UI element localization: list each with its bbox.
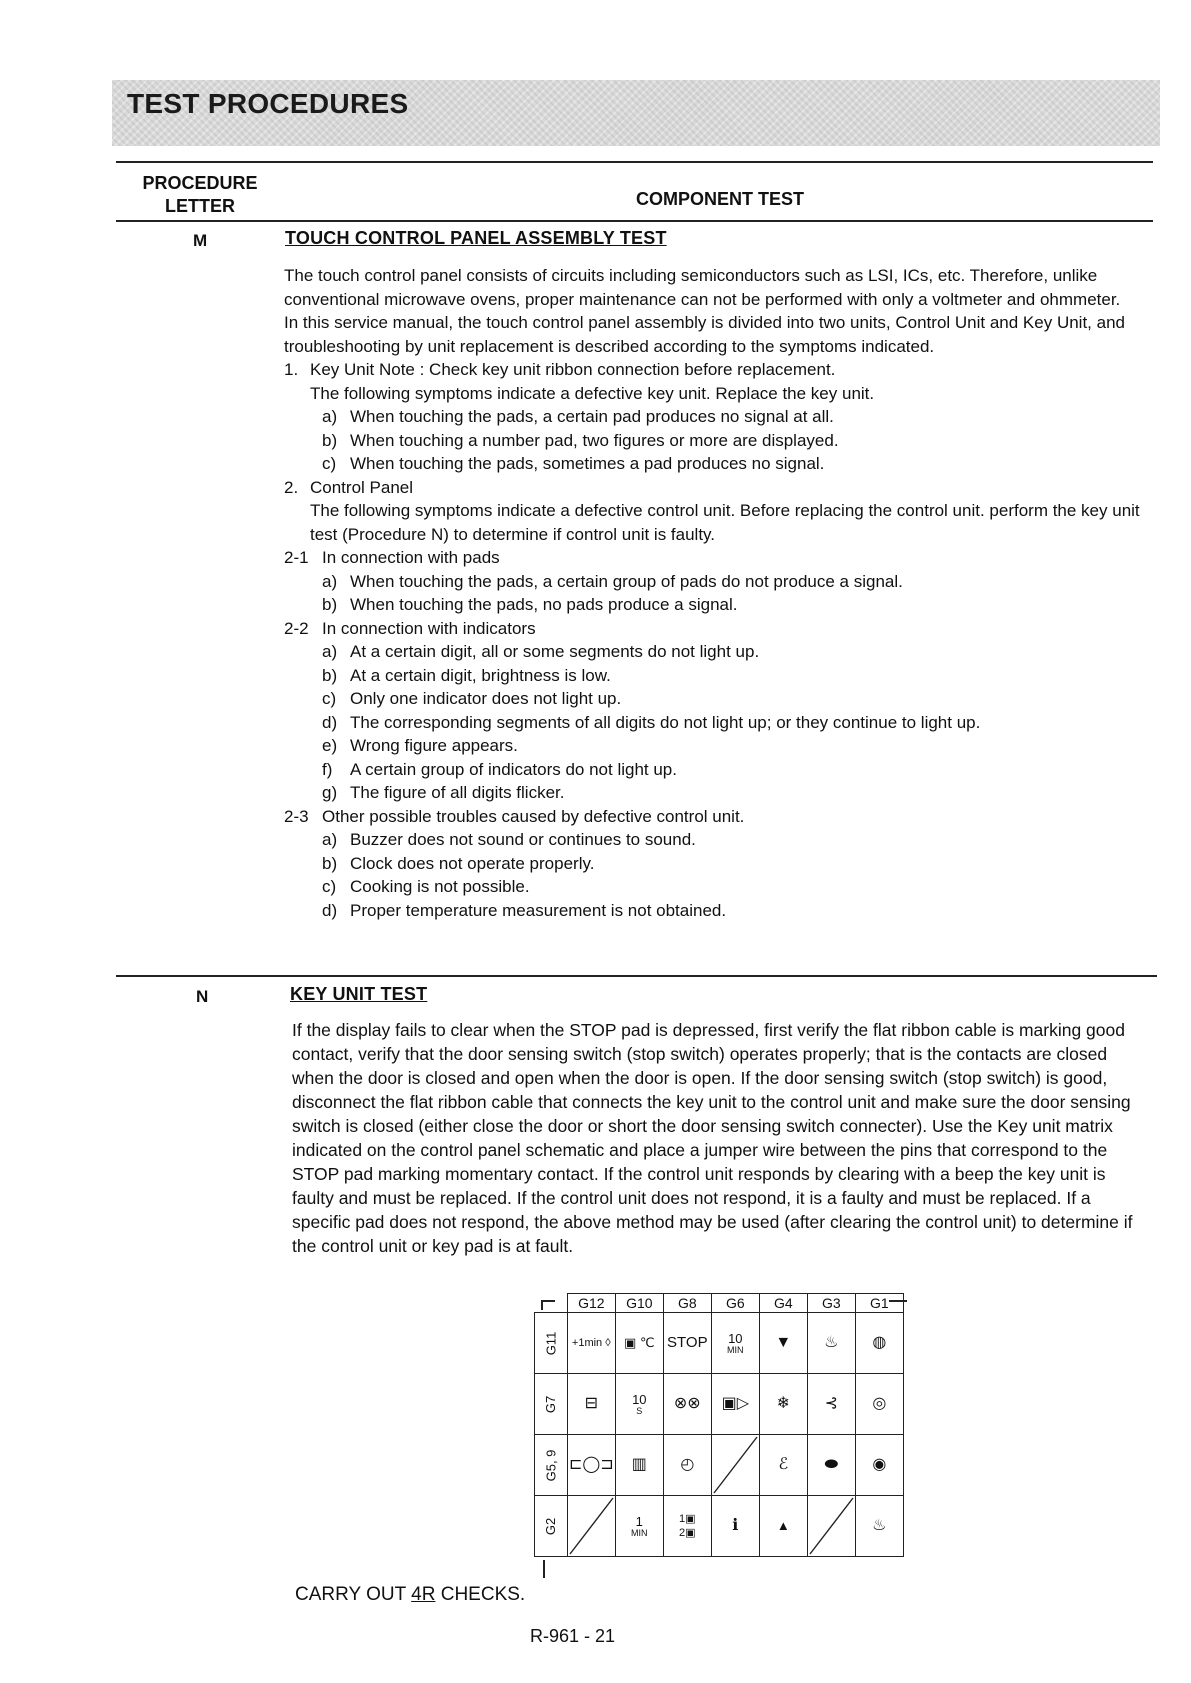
intro-paragraph-2: In this service manual, the touch control panel assembly is divided into two units, Control Unit and Key Unit, and troubleshooting by unit replacement is described according to the symptoms indicated.: [284, 313, 1125, 356]
diagonal-line-icon: [808, 1496, 855, 1556]
list-text: When touching the pads, no pads produce a signal.: [350, 595, 738, 614]
col-label: G6: [711, 1294, 759, 1313]
item-1: [284, 358, 1156, 382]
col-label: G12: [567, 1294, 615, 1313]
power-level-icon: ▥: [615, 1435, 663, 1496]
matrix-row-2: [535, 1374, 904, 1435]
timer-icon: ⊏◯⊐: [567, 1435, 615, 1496]
item-2-text: Control Panel: [310, 477, 414, 497]
item-2-2-list: [322, 640, 1156, 805]
list-key: c): [322, 877, 337, 896]
list-text: When touching the pads, sometimes a pad produces no signal.: [350, 454, 825, 473]
diagonal-line-icon: [568, 1496, 615, 1556]
list-text: The figure of all digits flicker.: [350, 783, 565, 802]
burners-icon: ⊗⊗: [663, 1374, 711, 1435]
list-text: The corresponding segments of all digits do not light up; or they continue to light up.: [350, 712, 981, 732]
intro-paragraph-1: The touch control panel consists of circuits including semiconductors such as LSI, ICs, etc. Therefore, unlike conventional microwave ovens, proper maintenance can not be performed with only a voltmeter and ohmmeter.: [284, 266, 1121, 309]
item-2-3-text: Other possible troubles caused by defective control unit.: [322, 806, 745, 826]
grill-box-icon: ⊟: [567, 1374, 615, 1435]
list-key: d): [322, 900, 338, 920]
page-number: R-961 - 21: [530, 1626, 616, 1646]
list-key: g): [322, 783, 338, 802]
list-item: [322, 687, 1156, 711]
list-text: When touching the pads, a certain group of pads do not produce a signal.: [350, 571, 903, 591]
item-2-2: [284, 617, 1156, 641]
list-text: Buzzer does not sound or continues to sound.: [350, 830, 696, 849]
item-1-number: 1.: [284, 360, 299, 379]
diagonal-line-icon: [712, 1435, 759, 1495]
item-2-3-number: 2-3: [284, 806, 309, 826]
cake-icon: ◎: [855, 1374, 903, 1435]
one-min-key: 1 MIN: [615, 1496, 663, 1557]
list-text: Only one indicator does not light up.: [350, 689, 622, 708]
list-text: When touching a number pad, two figures or more are displayed.: [350, 430, 839, 450]
matrix-row-4: [535, 1496, 904, 1557]
item-2-sub: The following symptoms indicate a defective control unit. Before replacing the control unit. perform the key unit test (Procedure N) to determine if control unit is faulty.: [310, 501, 1140, 544]
list-key: d): [322, 712, 338, 732]
list-item: [322, 664, 1156, 688]
list-item: [322, 852, 1156, 876]
component-test-heading: COMPONENT TEST: [635, 189, 804, 209]
item-2-number: 2.: [284, 477, 299, 497]
list-key: c): [322, 454, 337, 473]
item-1-list: [322, 405, 1156, 476]
row-label: G11: [535, 1313, 568, 1374]
steam-pot-icon: ♨: [855, 1496, 903, 1557]
matrix-row-1: [535, 1313, 904, 1374]
list-item: [322, 758, 1156, 782]
fish-icon: ⊰: [807, 1374, 855, 1435]
list-key: a): [322, 642, 338, 661]
key-unit-test-title: KEY UNIT TEST: [290, 984, 428, 1004]
list-item: [322, 875, 1156, 899]
fan-grill-icon: ▣▷: [711, 1374, 759, 1435]
list-text: A certain group of indicators do not light up.: [350, 759, 677, 779]
col-label: G4: [759, 1294, 807, 1313]
row-label: G2: [535, 1496, 568, 1557]
list-text: When touching the pads, a certain pad produces no signal at all.: [350, 407, 834, 426]
pizza-icon: ◍: [855, 1313, 903, 1374]
roast-icon: ◉: [855, 1435, 903, 1496]
list-item: [322, 711, 1156, 735]
list-text: Wrong figure appears.: [350, 736, 518, 755]
list-key: b): [322, 430, 338, 450]
list-item: [322, 452, 1156, 476]
item-2-3-list: [322, 828, 1156, 922]
clock-icon: ◴: [663, 1435, 711, 1496]
touch-control-title: TOUCH CONTROL PANEL ASSEMBLY TEST: [285, 228, 667, 248]
list-item: [322, 429, 1156, 453]
ten-min-key: 10 MIN: [711, 1313, 759, 1374]
procedure-heading-line1: PROCEDURE: [142, 173, 258, 193]
list-item: [322, 899, 1156, 923]
list-text: At a certain digit, brightness is low.: [350, 665, 611, 685]
item-1-sub: The following symptoms indicate a defective key unit. Replace the key unit.: [310, 383, 875, 403]
item-2-1-list: [322, 570, 1156, 617]
list-text: At a certain digit, all or some segments do not light up.: [350, 642, 760, 661]
item-2-3: [284, 805, 1156, 829]
list-key: a): [322, 571, 338, 591]
list-item: [322, 781, 1156, 805]
list-key: b): [322, 853, 338, 873]
procedure-letter-heading: [115, 172, 285, 218]
matrix-corner: [535, 1294, 568, 1313]
procedure-letter-m: M: [193, 231, 208, 250]
procedure-letter-n: N: [196, 987, 209, 1006]
item-2-2-text: In connection with indicators: [322, 618, 536, 638]
col-label: G8: [663, 1294, 711, 1313]
list-key: e): [322, 736, 338, 755]
page-title: TEST PROCEDURES: [127, 88, 409, 119]
section-n-rule: [116, 975, 1157, 977]
item-2-1-number: 2-1: [284, 548, 309, 567]
info-icon: ℹ: [711, 1496, 759, 1557]
matrix-row-3: [535, 1435, 904, 1496]
dual-mode-key: 1▣ 2▣: [663, 1496, 711, 1557]
top-rule: [116, 161, 1153, 163]
list-text: Cooking is not possible.: [350, 877, 530, 896]
item-1-text: Key Unit Note : Check key unit ribbon connection before replacement.: [310, 360, 836, 379]
header-rule: [116, 220, 1153, 222]
list-key: b): [322, 595, 338, 614]
list-item: [322, 828, 1156, 852]
section-m-body: [284, 264, 1156, 922]
list-item: [322, 640, 1156, 664]
list-key: b): [322, 665, 338, 685]
list-item: [322, 570, 1156, 594]
matrix-bottom-stub: [543, 1560, 545, 1578]
list-key: a): [322, 407, 338, 426]
chicken-icon: ♨: [807, 1313, 855, 1374]
plus-one-min-key: +1min ◊: [567, 1313, 615, 1374]
list-key: a): [322, 830, 338, 849]
temp-key: [615, 1313, 663, 1374]
meat-icon: ⬬: [807, 1435, 855, 1496]
checks-reference: 4R: [411, 1584, 436, 1605]
row-label: G5, 9: [535, 1435, 568, 1496]
col-label: G10: [615, 1294, 663, 1313]
list-item: [322, 734, 1156, 758]
empty-cell: [567, 1496, 615, 1557]
list-key: f): [322, 759, 333, 779]
item-2-2-number: 2-2: [284, 618, 309, 638]
key-unit-matrix: [534, 1293, 904, 1557]
up-arrow-icon: ▲: [759, 1496, 807, 1557]
list-key: c): [322, 689, 337, 708]
list-item: [322, 593, 1156, 617]
list-item: [322, 405, 1156, 429]
col-label: G1: [855, 1294, 903, 1313]
frozen-poultry-icon: ❄: [759, 1374, 807, 1435]
carry-out-note: CARRY OUT 4R CHECKS.: [295, 1584, 526, 1605]
item-2-1: [284, 546, 1156, 570]
item-2: [284, 476, 1156, 500]
empty-cell: [807, 1496, 855, 1557]
down-arrow-icon: ▼: [759, 1313, 807, 1374]
item-2-1-text: In connection with pads: [322, 548, 500, 567]
key-unit-test-paragraph: If the display fails to clear when the STOP pad is depressed, first verify the flat ribbon cable is marking good contact, verify that the door sensing switch (stop switch) operates properly; that is the contacts are closed when the door is closed and open when the door is open. If the door sensing switch (stop switch) is good, disconnect the flat ribbon cable that connects the key unit to the control unit and make sure the door sensing switch is closed (either close the door or short the door sensing switch connecter). Use the Key unit matrix indicated on the control panel schematic and place a jumper wire between the pins that correspond to the STOP pad marking momentary contact. If the control unit responds by clearing with a beep the key unit is faulty and must be replaced. If the control unit does not respond, it is a faulty and must be replaced. If a specific pad does not respond, the above method may be used (after clearing the control unit) to determine if the control unit or key pad is at fault.: [292, 1020, 1133, 1256]
procedure-heading-line2: LETTER: [165, 196, 235, 216]
matrix-header-row: [535, 1294, 904, 1313]
list-text: Proper temperature measurement is not obtained.: [350, 900, 727, 920]
defrost-box-icon: ▣: [624, 1335, 637, 1350]
empty-cell: [711, 1435, 759, 1496]
poultry-icon: ℰ: [759, 1435, 807, 1496]
temp-label: ℃: [639, 1335, 655, 1350]
matrix-table: [534, 1293, 904, 1557]
list-text: Clock does not operate properly.: [350, 853, 595, 873]
stop-key: STOP: [663, 1313, 711, 1374]
ten-sec-key: 10 S: [615, 1374, 663, 1435]
row-label: G7: [535, 1374, 568, 1435]
col-label: G3: [807, 1294, 855, 1313]
